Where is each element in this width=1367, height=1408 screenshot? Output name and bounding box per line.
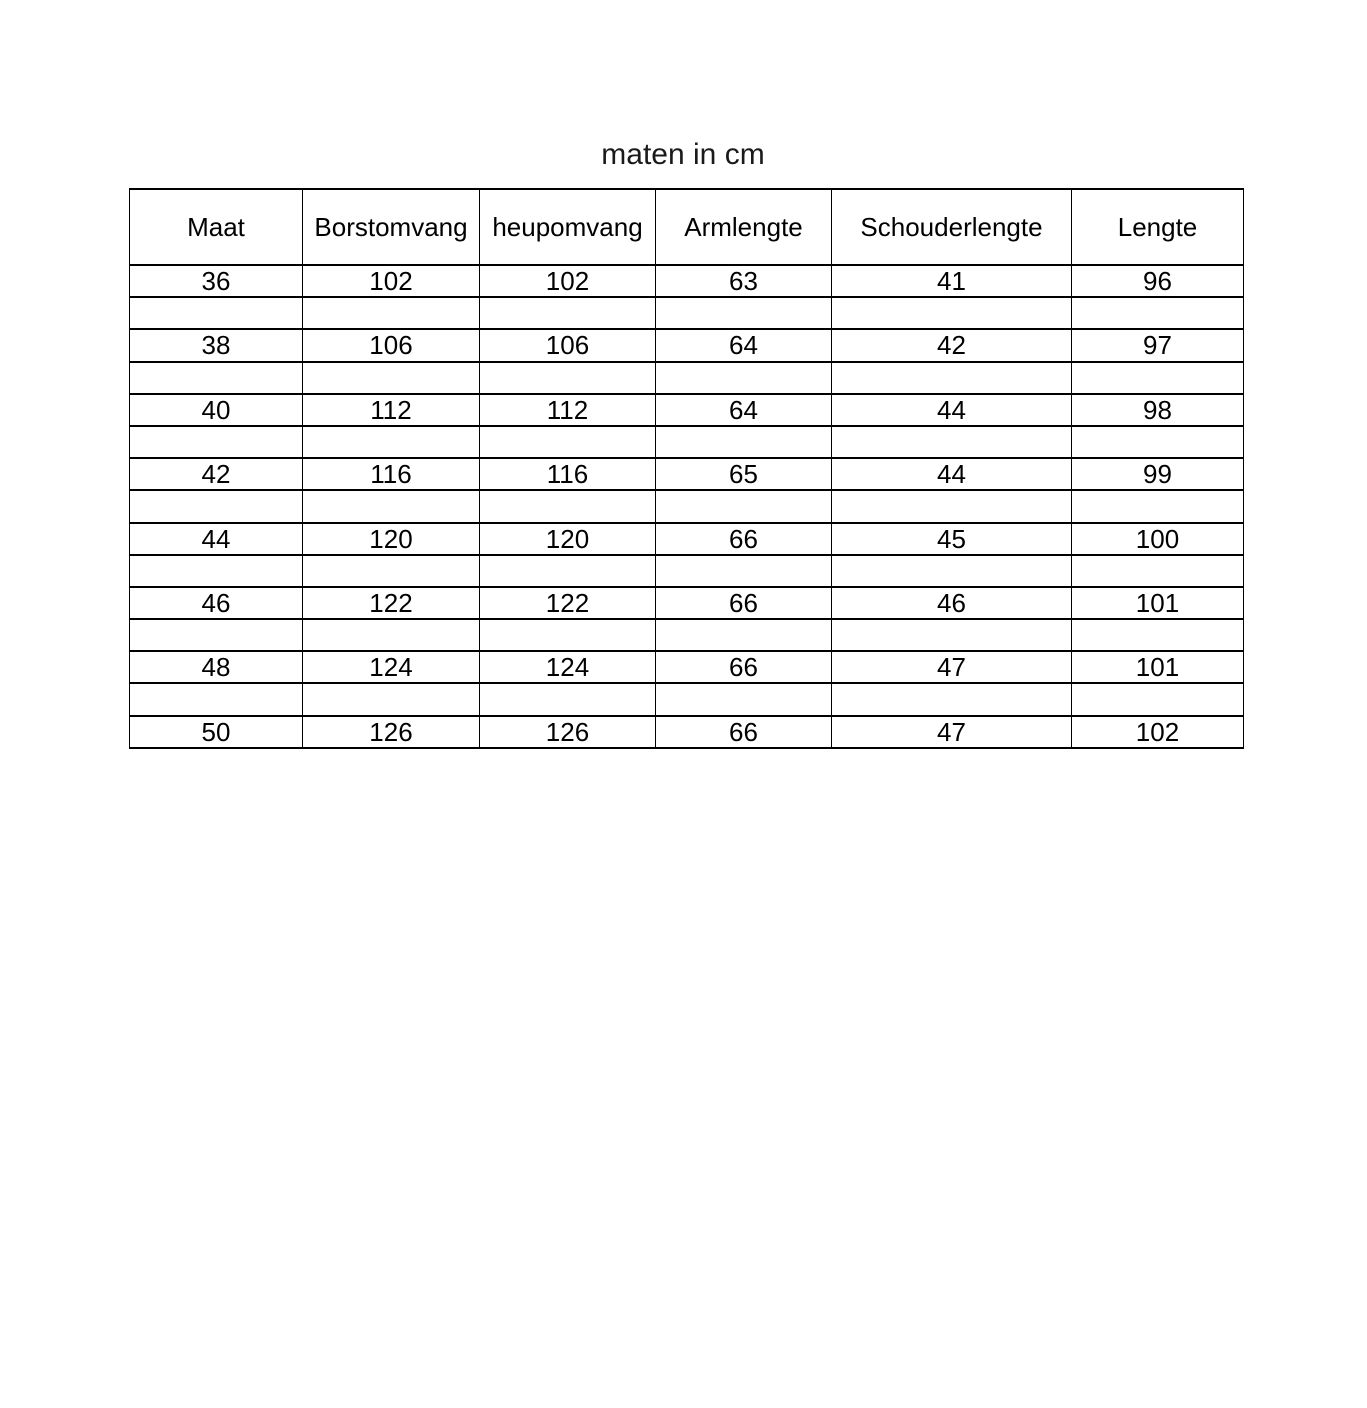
empty-cell	[832, 297, 1072, 329]
empty-spacer-row	[130, 683, 1244, 715]
column-header: Borstomvang	[303, 189, 480, 265]
empty-spacer-row	[130, 555, 1244, 587]
table-cell: 101	[1072, 651, 1244, 683]
table-cell: 112	[480, 394, 656, 426]
empty-cell	[1072, 683, 1244, 715]
empty-cell	[303, 683, 480, 715]
table-cell: 116	[480, 458, 656, 490]
empty-cell	[656, 490, 832, 522]
size-table-header	[130, 189, 1244, 265]
table-cell: 64	[656, 329, 832, 361]
table-row	[130, 394, 1244, 426]
empty-cell	[832, 426, 1072, 458]
column-header: heupomvang	[480, 189, 656, 265]
column-header: Armlengte	[656, 189, 832, 265]
empty-cell	[130, 683, 303, 715]
empty-cell	[656, 362, 832, 394]
table-row	[130, 651, 1244, 683]
empty-cell	[656, 297, 832, 329]
table-cell: 46	[130, 587, 303, 619]
empty-cell	[656, 683, 832, 715]
table-cell: 102	[303, 265, 480, 297]
empty-cell	[130, 297, 303, 329]
column-header: Maat	[130, 189, 303, 265]
table-cell: 42	[832, 329, 1072, 361]
size-table-body	[130, 265, 1244, 748]
table-cell: 122	[480, 587, 656, 619]
table-cell: 64	[656, 394, 832, 426]
table-cell: 106	[480, 329, 656, 361]
empty-cell	[1072, 426, 1244, 458]
table-cell: 63	[656, 265, 832, 297]
empty-spacer-row	[130, 490, 1244, 522]
empty-cell	[832, 683, 1072, 715]
table-cell: 44	[130, 523, 303, 555]
empty-cell	[480, 683, 656, 715]
empty-cell	[1072, 297, 1244, 329]
table-cell: 126	[480, 716, 656, 748]
empty-cell	[1072, 555, 1244, 587]
table-cell: 44	[832, 394, 1072, 426]
header-row	[130, 189, 1244, 265]
empty-cell	[303, 619, 480, 651]
empty-cell	[130, 490, 303, 522]
table-cell: 97	[1072, 329, 1244, 361]
table-row	[130, 523, 1244, 555]
empty-cell	[656, 426, 832, 458]
empty-cell	[303, 362, 480, 394]
empty-spacer-row	[130, 297, 1244, 329]
table-cell: 102	[480, 265, 656, 297]
table-cell: 100	[1072, 523, 1244, 555]
empty-cell	[832, 555, 1072, 587]
table-cell: 48	[130, 651, 303, 683]
empty-cell	[480, 426, 656, 458]
table-row	[130, 587, 1244, 619]
table-cell: 120	[303, 523, 480, 555]
table-cell: 66	[656, 587, 832, 619]
table-cell: 44	[832, 458, 1072, 490]
empty-cell	[130, 362, 303, 394]
table-row	[130, 716, 1244, 748]
table-cell: 45	[832, 523, 1072, 555]
table-cell: 42	[130, 458, 303, 490]
empty-cell	[1072, 619, 1244, 651]
empty-cell	[130, 619, 303, 651]
empty-spacer-row	[130, 362, 1244, 394]
table-cell: 66	[656, 523, 832, 555]
empty-cell	[303, 426, 480, 458]
table-cell: 41	[832, 265, 1072, 297]
table-cell: 124	[480, 651, 656, 683]
table-cell: 102	[1072, 716, 1244, 748]
table-row	[130, 458, 1244, 490]
table-cell: 46	[832, 587, 1072, 619]
table-row	[130, 329, 1244, 361]
table-row	[130, 265, 1244, 297]
empty-cell	[480, 555, 656, 587]
empty-spacer-row	[130, 426, 1244, 458]
table-cell: 122	[303, 587, 480, 619]
table-cell: 112	[303, 394, 480, 426]
empty-cell	[303, 297, 480, 329]
table-cell: 101	[1072, 587, 1244, 619]
empty-cell	[130, 555, 303, 587]
empty-cell	[832, 362, 1072, 394]
table-cell: 47	[832, 716, 1072, 748]
table-cell: 116	[303, 458, 480, 490]
table-cell: 50	[130, 716, 303, 748]
table-cell: 99	[1072, 458, 1244, 490]
table-cell: 106	[303, 329, 480, 361]
table-cell: 66	[656, 651, 832, 683]
empty-cell	[480, 490, 656, 522]
empty-cell	[130, 426, 303, 458]
table-cell: 124	[303, 651, 480, 683]
empty-cell	[303, 490, 480, 522]
empty-cell	[480, 297, 656, 329]
empty-cell	[303, 555, 480, 587]
empty-cell	[656, 555, 832, 587]
column-header: Lengte	[1072, 189, 1244, 265]
table-cell: 36	[130, 265, 303, 297]
table-cell: 47	[832, 651, 1072, 683]
table-cell: 120	[480, 523, 656, 555]
table-cell: 65	[656, 458, 832, 490]
empty-cell	[656, 619, 832, 651]
table-cell: 38	[130, 329, 303, 361]
empty-spacer-row	[130, 619, 1244, 651]
size-table	[129, 188, 1244, 749]
table-cell: 126	[303, 716, 480, 748]
empty-cell	[480, 362, 656, 394]
column-header: Schouderlengte	[832, 189, 1072, 265]
empty-cell	[1072, 490, 1244, 522]
table-cell: 98	[1072, 394, 1244, 426]
table-cell: 96	[1072, 265, 1244, 297]
empty-cell	[832, 619, 1072, 651]
page-title: maten in cm	[601, 138, 765, 171]
empty-cell	[832, 490, 1072, 522]
empty-cell	[480, 619, 656, 651]
table-cell: 66	[656, 716, 832, 748]
table-cell: 40	[130, 394, 303, 426]
empty-cell	[1072, 362, 1244, 394]
